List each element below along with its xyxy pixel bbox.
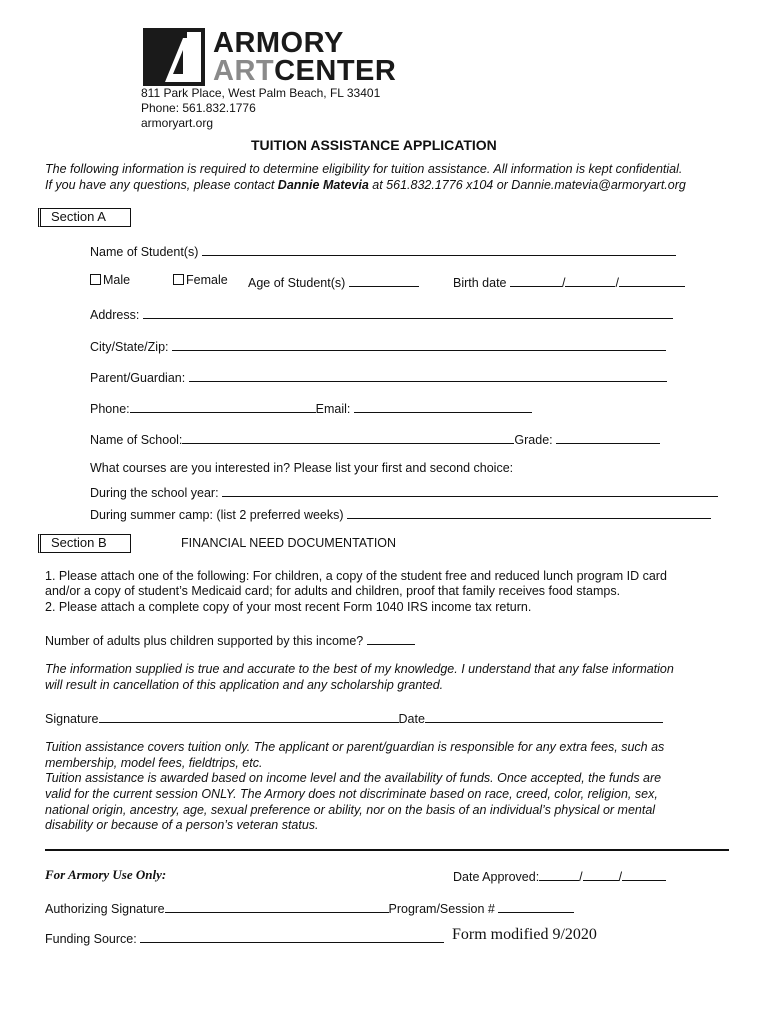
funding-row bbox=[45, 929, 444, 947]
program-label: Program/Session # bbox=[388, 902, 495, 916]
adults-label: Number of adults plus children supported by this income? bbox=[45, 634, 364, 648]
student-name-row bbox=[90, 242, 676, 260]
office-use-heading: For Armory Use Only: bbox=[45, 867, 167, 882]
statement-line-2: will result in cancellation of this application and any scholarship granted. bbox=[45, 678, 444, 692]
org-address: 811 Park Place, West Palm Beach, FL 33401 bbox=[141, 86, 381, 100]
item1-line-1: 1. Please attach one of the following: For children, a copy of the student free and reduced lunch program ID card bbox=[45, 569, 667, 583]
parent-row bbox=[90, 368, 667, 386]
address-label: Address: bbox=[90, 308, 140, 322]
org-phone: Phone: 561.832.1776 bbox=[141, 101, 256, 115]
signature-field[interactable] bbox=[99, 709, 399, 723]
section-b-label: Section B bbox=[38, 534, 131, 553]
school-year-field[interactable] bbox=[222, 483, 718, 497]
phone-email-row bbox=[90, 399, 532, 417]
school-year-label: During the school year: bbox=[90, 486, 219, 500]
female-option bbox=[173, 273, 228, 288]
birth-year-field[interactable] bbox=[619, 273, 685, 287]
birth-day-field[interactable] bbox=[565, 273, 615, 287]
armory-logo bbox=[143, 27, 397, 88]
form-modified-note: Form modified 9/2020 bbox=[452, 926, 597, 943]
grade-label: Grade: bbox=[514, 433, 553, 447]
summer-field[interactable] bbox=[347, 505, 711, 519]
male-checkbox[interactable] bbox=[90, 273, 130, 287]
male-checkbox-box[interactable] bbox=[90, 274, 101, 285]
funding-label: Funding Source: bbox=[45, 932, 137, 946]
school-row bbox=[90, 430, 660, 448]
org-website: armoryart.org bbox=[141, 116, 214, 130]
approved-slash-2: / bbox=[618, 870, 623, 884]
intro-suffix: at 561.832.1776 x104 or Dannie.matevia@armoryart.org bbox=[368, 178, 686, 192]
age-row bbox=[248, 273, 419, 291]
parent-field[interactable] bbox=[189, 368, 667, 382]
student-name-label: Name of Student(s) bbox=[90, 245, 199, 259]
phone-label: Phone: bbox=[90, 402, 130, 416]
note2-line-2: valid for the current session ONLY. The Armory does not discriminate based on race, creed, color, religion, sex, bbox=[45, 787, 658, 801]
contact-name: Dannie Matevia bbox=[277, 178, 369, 192]
note2-line-3: national origin, ancestry, age, sexual preference or ability, nor on the basis of an individual’s physical or mental bbox=[45, 803, 656, 817]
email-label: Email: bbox=[315, 402, 351, 416]
adults-row bbox=[45, 631, 415, 649]
school-label: Name of School: bbox=[90, 433, 183, 447]
school-year-row bbox=[90, 483, 718, 501]
city-label: City/State/Zip: bbox=[90, 340, 169, 354]
auth-sig-field[interactable] bbox=[165, 899, 389, 913]
parent-label: Parent/Guardian: bbox=[90, 371, 186, 385]
approved-slash-1: / bbox=[579, 870, 583, 884]
approved-month-field[interactable] bbox=[539, 867, 579, 881]
section-b-heading: FINANCIAL NEED DOCUMENTATION bbox=[181, 536, 397, 550]
summer-label: During summer camp: (list 2 preferred weeks) bbox=[90, 508, 344, 522]
note2-line-4: disability or because of a person’s veteran status. bbox=[45, 818, 319, 832]
funding-field[interactable] bbox=[140, 929, 444, 943]
auth-row bbox=[45, 899, 574, 917]
female-checkbox[interactable] bbox=[173, 273, 228, 287]
date-field[interactable] bbox=[425, 709, 663, 723]
phone-field[interactable] bbox=[130, 399, 316, 413]
city-row bbox=[90, 337, 666, 355]
female-checkbox-box[interactable] bbox=[173, 274, 184, 285]
logo-art-text: ART bbox=[213, 55, 275, 87]
approved-day-field[interactable] bbox=[583, 867, 619, 881]
intro-line-2 bbox=[45, 178, 686, 193]
summer-row bbox=[90, 505, 711, 523]
statement-line-1: The information supplied is true and accurate to the best of my knowledge. I understand that any false information bbox=[45, 662, 674, 676]
birth-date-label: Birth date bbox=[453, 276, 507, 290]
note1-line-2: membership, model fees, fieldtrips, etc. bbox=[45, 756, 263, 770]
age-field[interactable] bbox=[349, 273, 419, 287]
logo-center-text: CENTER bbox=[274, 55, 397, 87]
item1-line-2: and/or a copy of student’s Medicaid card; for adults and children, proof that family receives food stamps. bbox=[45, 584, 621, 598]
address-row bbox=[90, 305, 673, 323]
note1-line-1: Tuition assistance covers tuition only. The applicant or parent/guardian is responsible for any extra fees, such as bbox=[45, 740, 665, 754]
birth-slash-2: / bbox=[615, 276, 619, 290]
courses-question: What courses are you interested in? Please list your first and second choice: bbox=[90, 461, 514, 475]
age-label: Age of Student(s) bbox=[248, 276, 346, 290]
date-label: Date bbox=[398, 712, 425, 726]
grade-field[interactable] bbox=[556, 430, 660, 444]
date-approved-row bbox=[453, 867, 666, 885]
email-field[interactable] bbox=[354, 399, 532, 413]
student-name-field[interactable] bbox=[202, 242, 676, 256]
birth-slash-1: / bbox=[562, 276, 566, 290]
address-field[interactable] bbox=[143, 305, 673, 319]
intro-prefix: If you have any questions, please contact bbox=[45, 178, 278, 192]
date-approved-label: Date Approved: bbox=[453, 870, 540, 884]
logo-armory-text: ARMORY bbox=[213, 27, 344, 59]
birth-date-row bbox=[453, 273, 685, 291]
signature-row bbox=[45, 709, 663, 727]
office-divider bbox=[45, 849, 729, 851]
school-field[interactable] bbox=[182, 430, 514, 444]
gender-row bbox=[90, 273, 130, 288]
armory-a-mark-icon bbox=[143, 28, 205, 86]
male-label: Male bbox=[103, 273, 131, 287]
item2-line: 2. Please attach a complete copy of your most recent Form 1040 IRS income tax return. bbox=[45, 600, 532, 614]
section-a-label: Section A bbox=[38, 208, 131, 227]
adults-field[interactable] bbox=[367, 631, 415, 645]
female-label: Female bbox=[186, 273, 228, 287]
intro-line-1: The following information is required to determine eligibility for tuition assistance. All information is kept confidential. bbox=[45, 162, 683, 176]
signature-label: Signature bbox=[45, 712, 99, 726]
logo-artcenter-text bbox=[213, 55, 397, 87]
page-title: TUITION ASSISTANCE APPLICATION bbox=[251, 137, 497, 153]
city-field[interactable] bbox=[172, 337, 666, 351]
auth-sig-label: Authorizing Signature bbox=[45, 902, 165, 916]
program-field[interactable] bbox=[498, 899, 574, 913]
approved-year-field[interactable] bbox=[622, 867, 666, 881]
birth-month-field[interactable] bbox=[510, 273, 562, 287]
note2-line-1: Tuition assistance is awarded based on income level and the availability of funds. Once accepted, the funds are bbox=[45, 771, 662, 785]
